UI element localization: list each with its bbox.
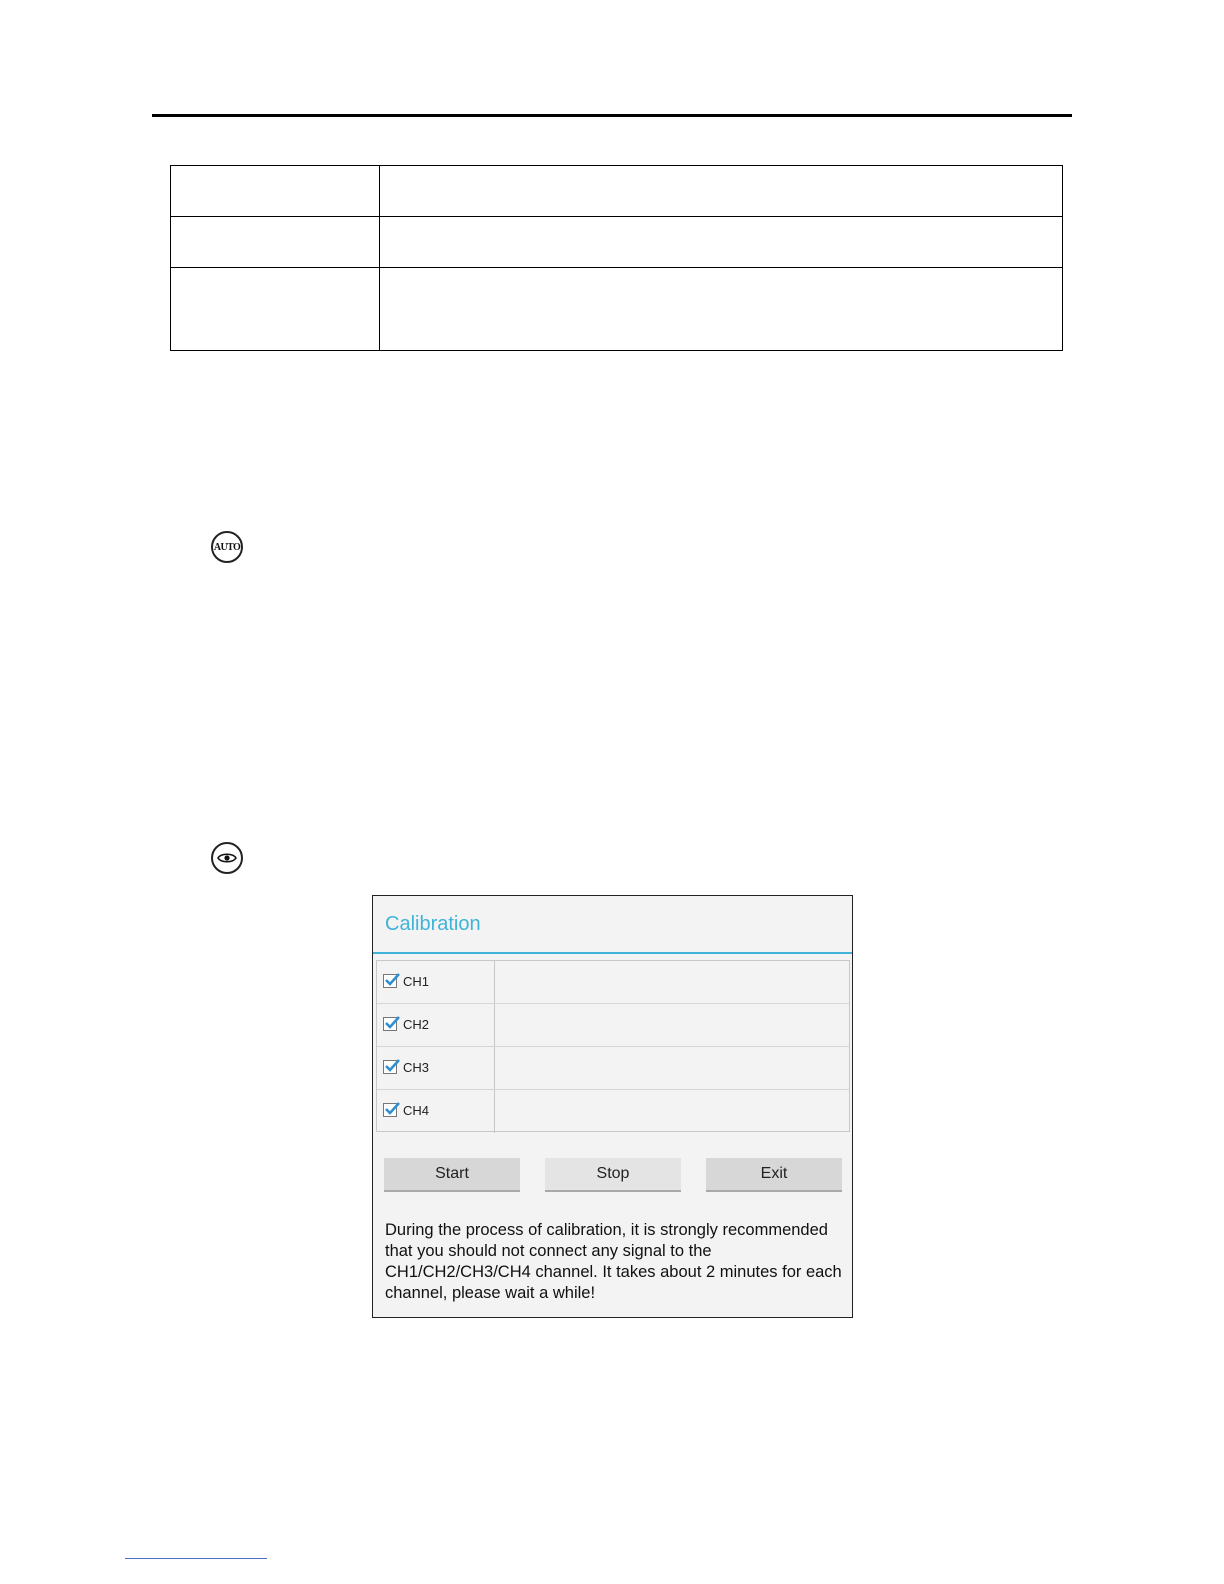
table-row [171, 268, 1063, 351]
footer-rule [125, 1558, 267, 1559]
column-divider [494, 961, 495, 1003]
info-table [170, 165, 1063, 351]
ch1-checkbox[interactable] [383, 974, 397, 988]
channel-row-ch2 [377, 1004, 849, 1047]
header-rule [152, 114, 1072, 117]
table-cell [171, 217, 380, 268]
table-cell [380, 166, 1063, 217]
calibration-note: During the process of calibration, it is strongly recommended that you should not connect any signal to the CH1/CH2/CH3/CH4 channel. It takes about 2 minutes for each channel, please wait a while! [385, 1221, 842, 1302]
ch1-label: CH1 [403, 974, 430, 989]
channel-row-ch3 [377, 1047, 849, 1090]
table-cell [380, 268, 1063, 351]
checkmark-icon [383, 971, 401, 989]
ch2-label: CH2 [403, 1017, 430, 1032]
table-row [171, 217, 1063, 268]
eye-icon[interactable] [211, 842, 243, 874]
checkmark-icon [383, 1100, 401, 1118]
ch3-label: CH3 [403, 1060, 430, 1075]
table-cell [171, 268, 380, 351]
table-row [171, 166, 1063, 217]
auto-icon[interactable] [211, 531, 243, 563]
exit-button[interactable]: Exit [706, 1158, 842, 1192]
table-cell [171, 166, 380, 217]
ch4-checkbox[interactable] [383, 1103, 397, 1117]
ch2-checkbox[interactable] [383, 1017, 397, 1031]
auto-icon-text: AUTO [213, 541, 241, 553]
table-cell [380, 217, 1063, 268]
checkmark-icon [383, 1057, 401, 1075]
column-divider [494, 1090, 495, 1133]
eye-glyph [217, 851, 237, 865]
dialog-title: Calibration [385, 913, 481, 935]
ch4-label: CH4 [403, 1103, 430, 1118]
ch3-checkbox[interactable] [383, 1060, 397, 1074]
channel-list [376, 960, 850, 1132]
title-divider [373, 952, 852, 954]
column-divider [494, 1047, 495, 1089]
stop-button[interactable]: Stop [545, 1158, 681, 1192]
column-divider [494, 1004, 495, 1046]
channel-row-ch1 [377, 961, 849, 1004]
checkmark-icon [383, 1014, 401, 1032]
channel-row-ch4 [377, 1090, 849, 1133]
start-button[interactable]: Start [384, 1158, 520, 1192]
calibration-dialog [372, 895, 853, 1318]
